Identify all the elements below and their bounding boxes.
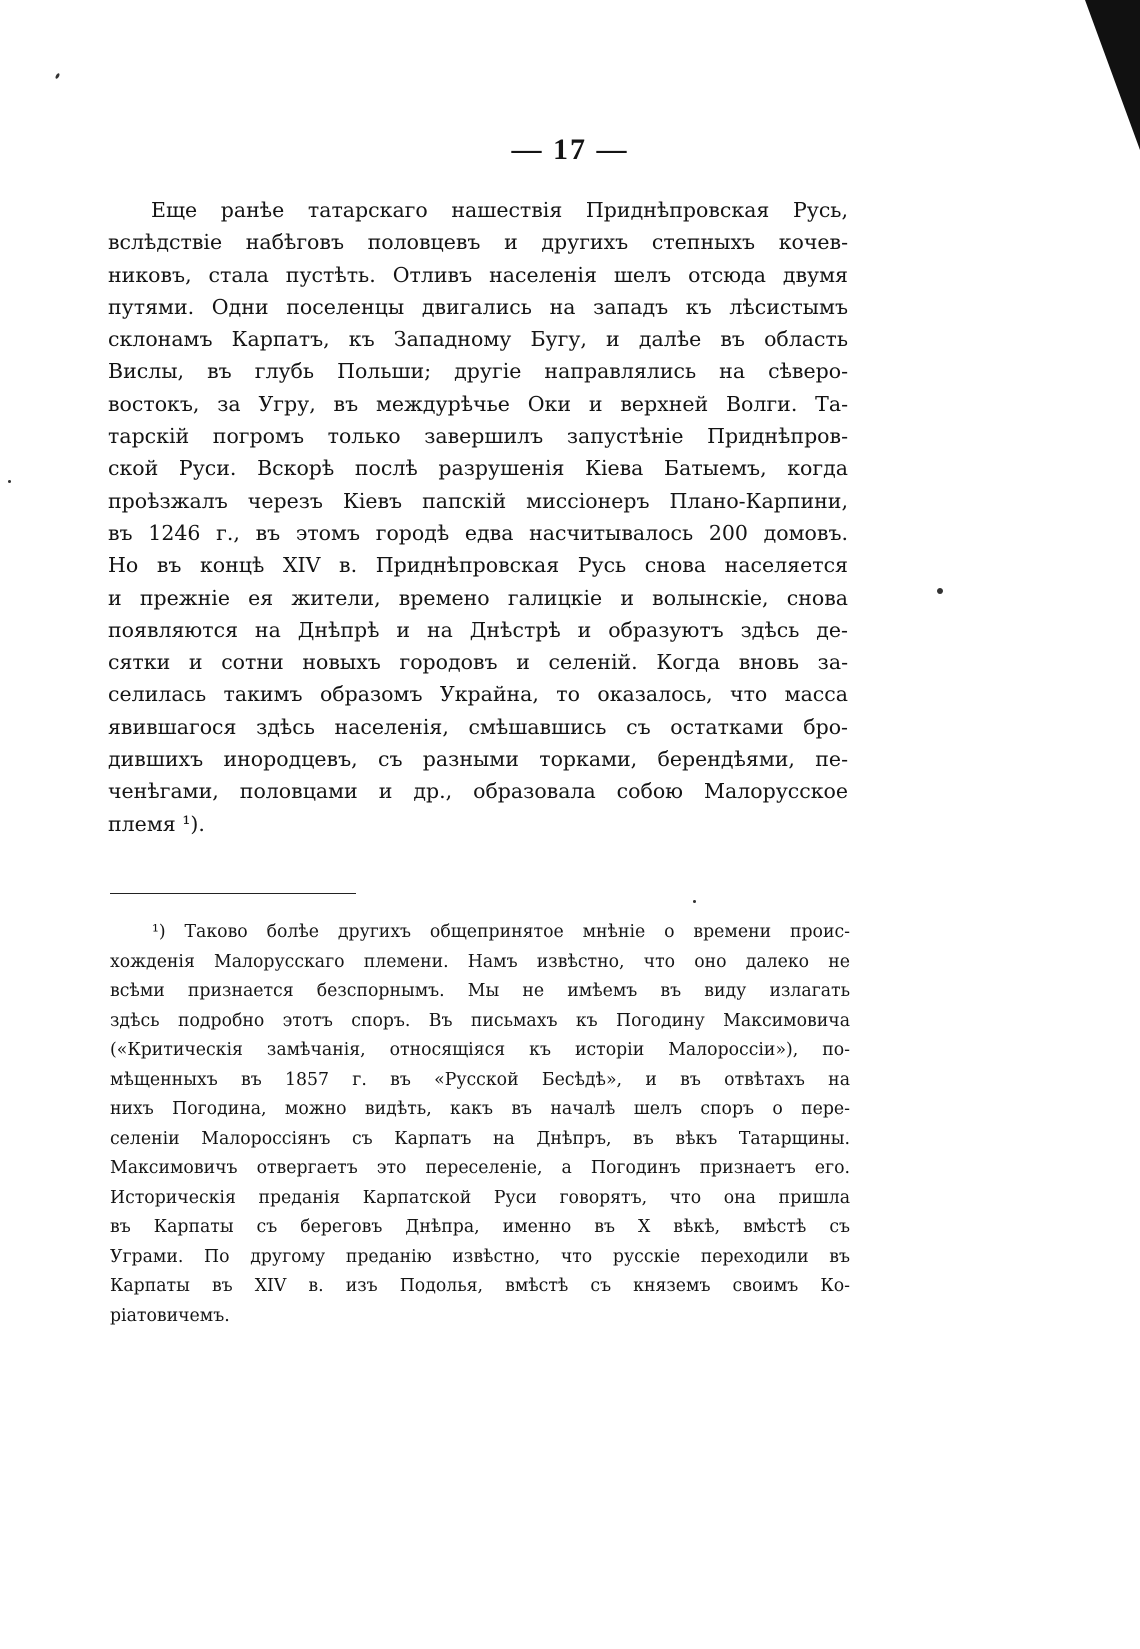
text-line: въ 1246 г., въ этомъ городѣ едва насчитывалось 200 домовъ. — [108, 520, 848, 545]
text-line: появляются на Днѣпрѣ и на Днѣстрѣ и образуютъ здѣсь де- — [108, 617, 848, 642]
text-line: вслѣдствіе набѣговъ половцевъ и другихъ степныхъ кочев- — [108, 230, 848, 255]
footnote-line: («Критическія замѣчанія, относящіяся къ исторіи Малороссіи»), по- — [110, 1040, 850, 1060]
text-line: тарскій погромъ только завершилъ запустѣніе Приднѣпров- — [108, 424, 848, 449]
page-number: — 17 — — [511, 133, 629, 166]
scan-corner-shadow — [1085, 0, 1140, 150]
footnote-line: мѣщенныхъ въ 1857 г. въ «Русской Бесѣдѣ», и въ отвѣтахъ на — [110, 1069, 850, 1090]
footnote-line: Историческія преданія Карпатской Руси говорятъ, что она пришла — [110, 1187, 850, 1208]
footnote-line: здѣсь подробно этотъ споръ. Въ письмахъ къ Погодину Максимовича — [110, 1010, 850, 1031]
text-line: никовъ, стала пустѣть. Отливъ населенія шелъ отсюда двумя — [108, 262, 848, 287]
scan-speck — [937, 588, 943, 594]
text-line: племя ¹). — [108, 811, 205, 836]
text-line: Еще ранѣе татарскаго нашествія Приднѣпровская Русь, — [151, 198, 848, 222]
footnote-line: хожденія Малорусскаго племени. Намъ извѣстно, что оно далеко не — [110, 951, 850, 972]
text-line: востокъ, за Угру, въ междурѣчье Оки и верхней Волги. Та- — [108, 391, 848, 416]
text-line: Вислы, въ глубь Польши; другіе направлялись на сѣверо- — [108, 359, 848, 384]
text-line: путями. Одни поселенцы двигались на западъ къ лѣсистымъ — [108, 294, 848, 319]
text-line: явившагося здѣсь населенія, смѣшавшись съ остатками бро- — [108, 714, 848, 739]
footnote-line: ¹) Таково болѣе другихъ общепринятое мнѣніе о времени проис- — [152, 922, 850, 942]
footnote-line: нихъ Погодина, можно видѣть, какъ въ началѣ шелъ споръ о пере- — [110, 1099, 850, 1119]
text-line: селилась такимъ образомъ Украйна, то оказалось, что масса — [108, 682, 848, 707]
text-line: сятки и сотни новыхъ городовъ и селеній. Когда вновь за- — [108, 650, 848, 675]
footnote-line: Карпаты въ XIV в. изъ Подолья, вмѣстѣ съ княземъ своимъ Ко- — [110, 1276, 850, 1296]
text-line: склонамъ Карпатъ, къ Западному Бугу, и далѣе въ область — [108, 327, 848, 352]
footnote-line: ріатовичемъ. — [110, 1305, 230, 1326]
text-line: Но въ концѣ XIV в. Приднѣпровская Русь снова населяется — [108, 553, 848, 578]
footnote-block — [110, 918, 850, 1331]
scan-speck — [693, 900, 696, 903]
footnote-line: селеніи Малороссіянъ съ Карпатъ на Днѣпръ, въ вѣкъ Татарщины. — [110, 1128, 850, 1149]
footnote-line: Уграми. По другому преданію извѣстно, что русскіе переходили въ — [110, 1246, 850, 1267]
scan-speck — [8, 480, 11, 483]
text-line: проѣзжалъ черезъ Кіевъ папскій миссіонеръ Плано-Карпини, — [108, 488, 848, 513]
text-line: дившихъ инородцевъ, съ разными торками, берендѣями, пе- — [108, 747, 848, 772]
footnote-line: всѣми признается безспорнымъ. Мы не имѣемъ въ виду излагать — [110, 981, 850, 1001]
footnote-divider — [110, 893, 356, 894]
footnote-line: Максимовичъ отвергаетъ это переселеніе, а Погодинъ признаетъ его. — [110, 1158, 850, 1178]
scan-speck — [55, 73, 61, 80]
text-line: ской Руси. Вскорѣ послѣ разрушенія Кіева Батыемъ, когда — [108, 456, 848, 481]
text-line: и прежніе ея жители, времено галицкіе и волынскіе, снова — [108, 585, 848, 610]
text-line: ченѣгами, половцами и др., образовала собою Малорусское — [108, 779, 848, 804]
main-text-block — [108, 194, 848, 840]
footnote-line: въ Карпаты съ береговъ Днѣпра, именно въ X вѣкѣ, вмѣстѣ съ — [110, 1217, 850, 1237]
